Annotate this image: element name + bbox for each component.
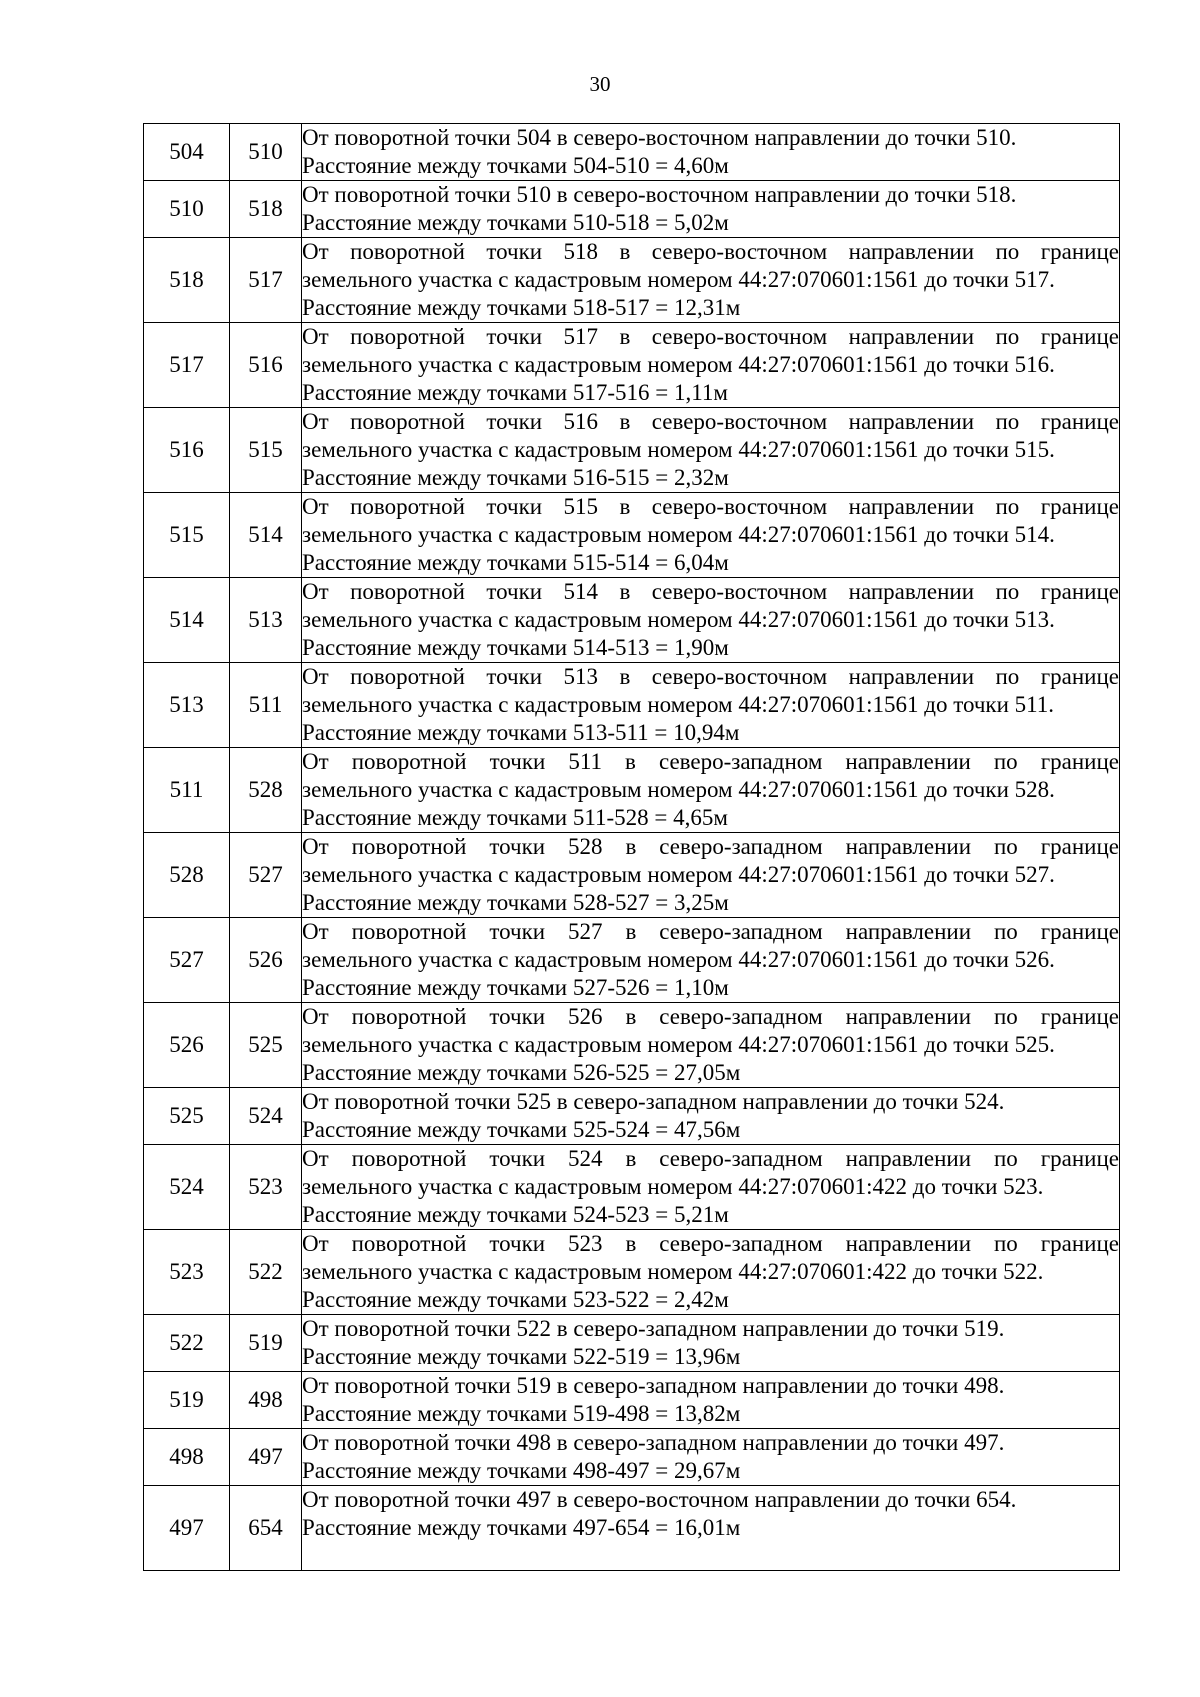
- table-row: [144, 124, 1120, 181]
- description-line: От поворотной точки 510 в северо-восточном направлении до точки 518.: [302, 182, 1017, 207]
- to-point-cell: 516: [230, 323, 302, 408]
- description-line: Расстояние между точками 515-514 = 6,04м: [302, 550, 729, 575]
- from-point-cell: 513: [144, 663, 230, 748]
- from-point-cell: 504: [144, 124, 230, 181]
- segment-description-cell: [302, 238, 1120, 323]
- segment-description-cell: [302, 833, 1120, 918]
- description-line: От поворотной точки 528 в северо-западном направлении по границе: [302, 834, 1119, 859]
- from-point-cell: 528: [144, 833, 230, 918]
- table-row: [144, 748, 1120, 833]
- segment-description-cell: [302, 493, 1120, 578]
- from-point-cell: 526: [144, 1003, 230, 1088]
- from-point-cell: 514: [144, 578, 230, 663]
- description-line: Расстояние между точками 528-527 = 3,25м: [302, 890, 729, 915]
- from-point-cell: 524: [144, 1145, 230, 1230]
- segment-description-cell: [302, 663, 1120, 748]
- to-point-cell: 519: [230, 1315, 302, 1372]
- description-line: земельного участка с кадастровым номером 44:27:070601:1561 до точки 527.: [302, 862, 1055, 887]
- description-line: От поворотной точки 523 в северо-западном направлении по границе: [302, 1231, 1119, 1256]
- segment-description-cell: [302, 408, 1120, 493]
- description-line: Расстояние между точками 516-515 = 2,32м: [302, 465, 729, 490]
- description-line: земельного участка с кадастровым номером 44:27:070601:1561 до точки 526.: [302, 947, 1055, 972]
- segment-description-cell: [302, 918, 1120, 1003]
- to-point-cell: 525: [230, 1003, 302, 1088]
- description-line: От поворотной точки 511 в северо-западном направлении по границе: [302, 749, 1119, 774]
- description-line: Расстояние между точками 504-510 = 4,60м: [302, 153, 729, 178]
- description-line: Расстояние между точками 511-528 = 4,65м: [302, 805, 728, 830]
- to-point-cell: 514: [230, 493, 302, 578]
- description-line: От поворотной точки 497 в северо-восточном направлении до точки 654.: [302, 1487, 1017, 1512]
- segment-description-cell: [302, 323, 1120, 408]
- table-row: [144, 1315, 1120, 1372]
- segment-description-cell: [302, 1145, 1120, 1230]
- description-line: Расстояние между точками 525-524 = 47,56м: [302, 1117, 741, 1142]
- to-point-cell: 497: [230, 1429, 302, 1486]
- table-row: [144, 181, 1120, 238]
- from-point-cell: 518: [144, 238, 230, 323]
- description-line: Расстояние между точками 523-522 = 2,42м: [302, 1287, 729, 1312]
- segment-description-cell: [302, 1429, 1120, 1486]
- to-point-cell: 513: [230, 578, 302, 663]
- from-point-cell: 525: [144, 1088, 230, 1145]
- table-row: [144, 578, 1120, 663]
- segment-description-cell: [302, 1486, 1120, 1571]
- description-line: Расстояние между точками 518-517 = 12,31м: [302, 295, 741, 320]
- description-line: Расстояние между точками 510-518 = 5,02м: [302, 210, 729, 235]
- table-row: [144, 238, 1120, 323]
- from-point-cell: 517: [144, 323, 230, 408]
- to-point-cell: 522: [230, 1230, 302, 1315]
- description-line: От поворотной точки 516 в северо-восточном направлении по границе: [302, 409, 1119, 434]
- table-row: [144, 833, 1120, 918]
- segment-description-cell: [302, 124, 1120, 181]
- from-point-cell: 498: [144, 1429, 230, 1486]
- from-point-cell: 510: [144, 181, 230, 238]
- table-row: [144, 663, 1120, 748]
- description-line: земельного участка с кадастровым номером 44:27:070601:1561 до точки 525.: [302, 1032, 1055, 1057]
- description-line: От поворотной точки 514 в северо-восточном направлении по границе: [302, 579, 1119, 604]
- from-point-cell: 519: [144, 1372, 230, 1429]
- description-line: земельного участка с кадастровым номером 44:27:070601:422 до точки 522.: [302, 1259, 1044, 1284]
- table-row: [144, 323, 1120, 408]
- description-line: От поворотной точки 515 в северо-восточном направлении по границе: [302, 494, 1119, 519]
- description-line: Расстояние между точками 498-497 = 29,67м: [302, 1458, 741, 1483]
- from-point-cell: 515: [144, 493, 230, 578]
- description-line: Расстояние между точками 513-511 = 10,94м: [302, 720, 740, 745]
- table-row: [144, 1429, 1120, 1486]
- boundary-description-table: [143, 123, 1120, 1571]
- to-point-cell: 498: [230, 1372, 302, 1429]
- description-line: Расстояние между точками 522-519 = 13,96м: [302, 1344, 741, 1369]
- to-point-cell: 524: [230, 1088, 302, 1145]
- segment-description-cell: [302, 1315, 1120, 1372]
- description-line: От поворотной точки 517 в северо-восточном направлении по границе: [302, 324, 1119, 349]
- description-line: земельного участка с кадастровым номером 44:27:070601:1561 до точки 514.: [302, 522, 1055, 547]
- description-line: От поворотной точки 498 в северо-западном направлении до точки 497.: [302, 1430, 1005, 1455]
- to-point-cell: 654: [230, 1486, 302, 1571]
- description-line: земельного участка с кадастровым номером 44:27:070601:1561 до точки 516.: [302, 352, 1055, 377]
- table-row: [144, 918, 1120, 1003]
- description-line: земельного участка с кадастровым номером 44:27:070601:1561 до точки 517.: [302, 267, 1055, 292]
- table-row: [144, 1145, 1120, 1230]
- table-body: [144, 124, 1120, 1571]
- table-row: [144, 1088, 1120, 1145]
- description-line: Расстояние между точками 519-498 = 13,82м: [302, 1401, 741, 1426]
- to-point-cell: 511: [230, 663, 302, 748]
- from-point-cell: 511: [144, 748, 230, 833]
- to-point-cell: 518: [230, 181, 302, 238]
- description-line: От поворотной точки 522 в северо-западном направлении до точки 519.: [302, 1316, 1005, 1341]
- table-row: [144, 1230, 1120, 1315]
- description-line: Расстояние между точками 497-654 = 16,01м: [302, 1515, 741, 1540]
- to-point-cell: 526: [230, 918, 302, 1003]
- description-line: земельного участка с кадастровым номером 44:27:070601:1561 до точки 511.: [302, 692, 1055, 717]
- to-point-cell: 510: [230, 124, 302, 181]
- description-line: Расстояние между точками 514-513 = 1,90м: [302, 635, 729, 660]
- from-point-cell: 523: [144, 1230, 230, 1315]
- to-point-cell: 515: [230, 408, 302, 493]
- description-line: Расстояние между точками 527-526 = 1,10м: [302, 975, 729, 1000]
- description-line: Расстояние между точками 526-525 = 27,05м: [302, 1060, 741, 1085]
- to-point-cell: 517: [230, 238, 302, 323]
- description-line: От поворотной точки 519 в северо-западном направлении до точки 498.: [302, 1373, 1005, 1398]
- description-line: земельного участка с кадастровым номером 44:27:070601:1561 до точки 528.: [302, 777, 1055, 802]
- to-point-cell: 523: [230, 1145, 302, 1230]
- from-point-cell: 516: [144, 408, 230, 493]
- table-row: [144, 1486, 1120, 1571]
- to-point-cell: 527: [230, 833, 302, 918]
- description-line: Расстояние между точками 524-523 = 5,21м: [302, 1202, 729, 1227]
- segment-description-cell: [302, 181, 1120, 238]
- description-line: От поворотной точки 526 в северо-западном направлении по границе: [302, 1004, 1119, 1029]
- description-line: От поворотной точки 527 в северо-западном направлении по границе: [302, 919, 1119, 944]
- table-row: [144, 1003, 1120, 1088]
- table-row: [144, 1372, 1120, 1429]
- description-line: От поворотной точки 525 в северо-западном направлении до точки 524.: [302, 1089, 1005, 1114]
- description-line: Расстояние между точками 517-516 = 1,11м: [302, 380, 728, 405]
- from-point-cell: 527: [144, 918, 230, 1003]
- from-point-cell: 522: [144, 1315, 230, 1372]
- page-number: 30: [589, 72, 611, 96]
- description-line: От поворотной точки 524 в северо-западном направлении по границе: [302, 1146, 1119, 1171]
- segment-description-cell: [302, 1088, 1120, 1145]
- from-point-cell: 497: [144, 1486, 230, 1571]
- segment-description-cell: [302, 1003, 1120, 1088]
- description-line: земельного участка с кадастровым номером 44:27:070601:1561 до точки 513.: [302, 607, 1055, 632]
- segment-description-cell: [302, 748, 1120, 833]
- table-row: [144, 493, 1120, 578]
- segment-description-cell: [302, 578, 1120, 663]
- table-row: [144, 408, 1120, 493]
- description-line: земельного участка с кадастровым номером 44:27:070601:422 до точки 523.: [302, 1174, 1044, 1199]
- to-point-cell: 528: [230, 748, 302, 833]
- description-line: От поворотной точки 513 в северо-восточном направлении по границе: [302, 664, 1119, 689]
- segment-description-cell: [302, 1372, 1120, 1429]
- segment-description-cell: [302, 1230, 1120, 1315]
- description-line: От поворотной точки 504 в северо-восточном направлении до точки 510.: [302, 125, 1017, 150]
- description-line: От поворотной точки 518 в северо-восточном направлении по границе: [302, 239, 1119, 264]
- description-line: земельного участка с кадастровым номером 44:27:070601:1561 до точки 515.: [302, 437, 1055, 462]
